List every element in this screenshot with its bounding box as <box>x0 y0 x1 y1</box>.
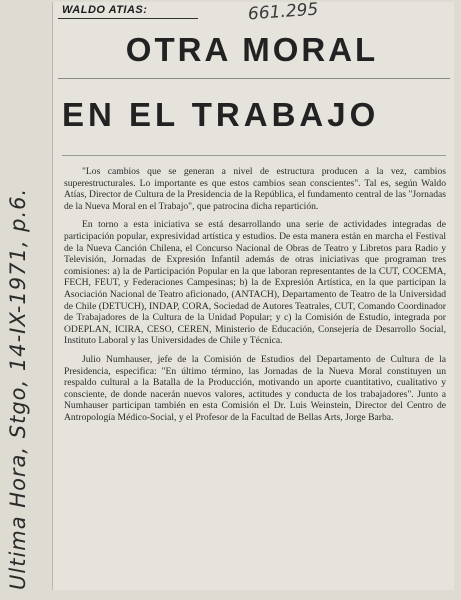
headline-divider <box>58 78 450 79</box>
clipping-edge <box>52 2 53 590</box>
paragraph: Julio Numhauser, jefe de la Comisión de Estudios del Departamento de Cultura de la Presidencia, especifica: "En último término, las Jornadas de la Nueva Moral constituyen un respaldo cultural a la Batalla de la Producción, motivando un aporte cuantitativo, cualitativo y consciente, de donde nacerán nuevos valores, actitudes y conducta de los trabajadores". Junto a Numhauser participan también en esta Comisión el Dr. Luis Weinstein, Director del Centro de Antropología Médico-Social, y el Profesor de la Facultad de Bellas Arts, Jorge Barba. <box>64 353 446 423</box>
headline-line-2: EN EL TRABAJO <box>62 96 380 133</box>
paragraph: En torno a esta iniciativa se está desarrollando una serie de actividades integradas de participación popular, expresividad artística y estudios. De esta manera están en marcha el Festival de la Nueva Canción Chilena, el Concurso Nacional de Obras de Teatro y Libretos para Radio y Televisión, Jornadas de Expresión Infantil además de otras iniciativas que programan tres comisiones: a) la de Participación Popular en la que laboran representantes de la CUT, COCEMA, FECH, FEUT, y Federaciones Campesinas; b) la de Expresión Artística, en la que participan la Asociación Nacional de Teatro aficionado, (ANTACH), Departamento de Teatro de la Universidad de Chile (DETUCH), INDAP, CORA, Sociedad de Autores Teatrales, CUT, Comando Coordinador de Trabajadores de la Cultura de la Unidad Popular; y c) la Comisión de Estudio, integrada por ODEPLAN, ICIRA, CESO, CEREN, Ministerio de Educación, Consejería de Desarrollo Social, Instituto Laboral y las Universidades de Chile y Técnica. <box>64 219 446 347</box>
author-byline: WALDO ATIAS: <box>62 4 148 16</box>
paragraph: "Los cambios que se generan a nivel de estructura producen a la vez, cambios superestructurales. Lo importante es que estos cambios sean conscientes". Tal es, según Waldo Atías, Director de Cultura de la Presidencia de la República, el fundamento central de las "Jornadas de la Nueva Moral en el Trabajo", que patrocina dicha repartición. <box>64 166 446 212</box>
body-divider <box>62 155 446 156</box>
source-annotation: Ultima Hora, Stgo, 14-IX-1971, p.6. <box>6 187 30 590</box>
catalog-number: 661.295 <box>247 0 319 25</box>
article-body <box>64 166 446 430</box>
headline-line-1: OTRA MORAL <box>125 31 379 68</box>
byline-rule <box>58 18 198 19</box>
